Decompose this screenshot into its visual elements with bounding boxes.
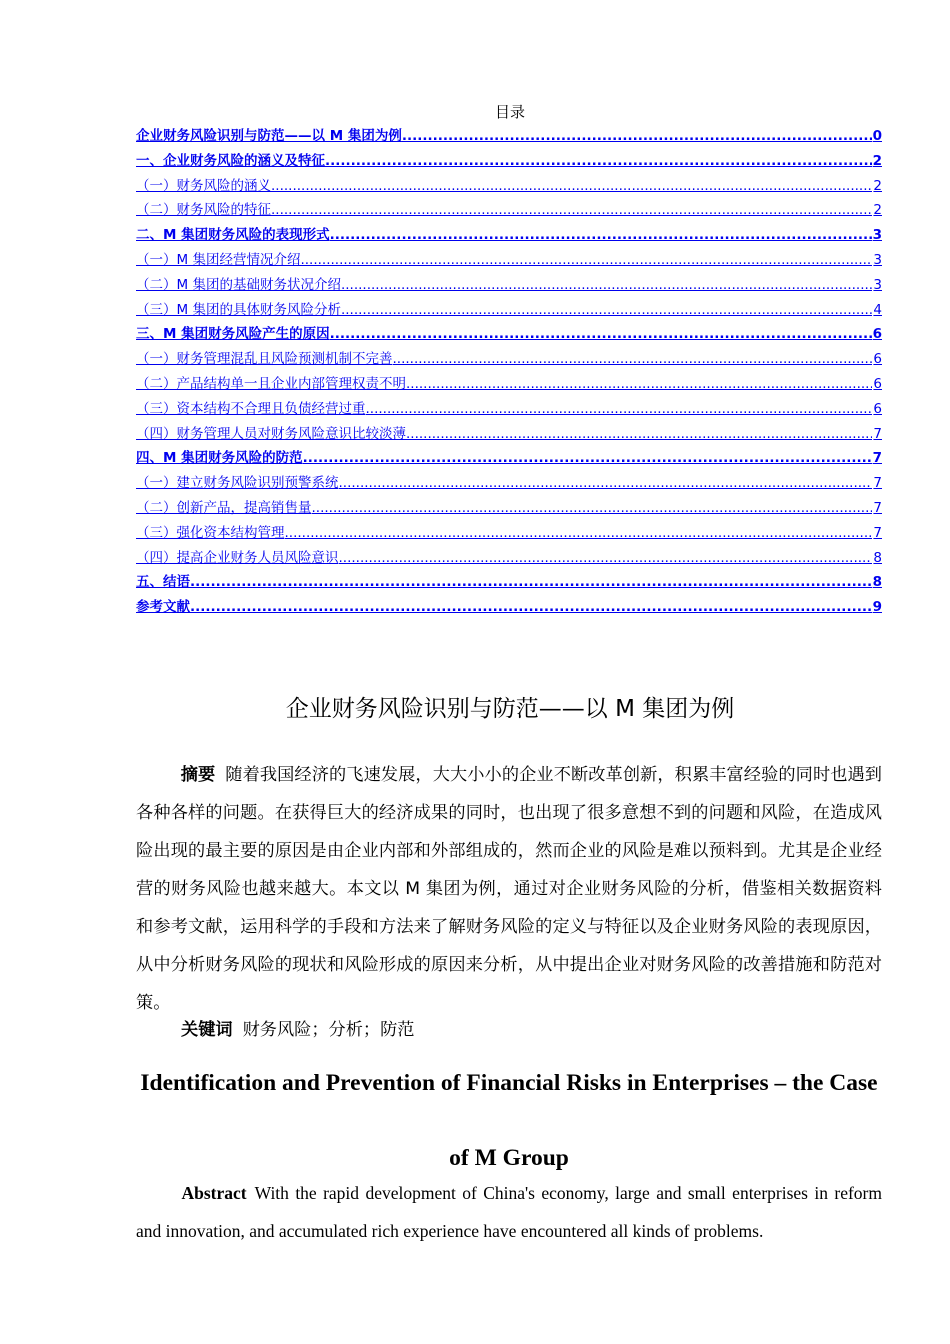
toc-leader-dots [312, 496, 873, 521]
toc-entry-page: 7 [872, 450, 882, 467]
toc-entry-label: （四）提高企业财务人员风险意识 [136, 549, 339, 566]
toc-entry-label: （三）M 集团的具体财务风险分析 [136, 301, 341, 318]
paper-title-en: Identification and Prevention of Financial Risks in Enterprises – the Case of M Group [140, 1070, 878, 1171]
toc-leader-dots [341, 273, 872, 298]
toc-entry-label: （三）资本结构不合理且负债经营过重 [136, 400, 366, 417]
keywords [181, 1014, 414, 1046]
toc-entry-page: 2 [873, 202, 882, 219]
toc-entry-label: （一）建立财务风险识别预警系统 [136, 475, 339, 492]
abstract-cn-text: 随着我国经济的飞速发展，大大小小的企业不断改革创新，积累丰富经验的同时也遇到各种各样的问题。在获得巨大的经济成果的同时，也出现了很多意想不到的问题和风险，在造成风险出现的最主要的原因是由企业内部和外部组成的，然而企业的风险是难以预料到。尤其是企业经营的财务风险也越来越大。本文以 M 集团为例，通过对企业财务风险的分析，借鉴相关数据资料和参考文献，运用科学的手段和方法来了解财务风险的定义与特征以及企业财务风险的表现原因，从中分析财务风险的现状和风险形成的原因来分析，从中提出企业对财务风险的改善措施和防范对策。 [136, 765, 882, 1013]
toc-leader-dots [330, 322, 872, 347]
toc-entry-page: 9 [872, 599, 882, 616]
toc-leader-dots [330, 223, 872, 248]
toc-leader-dots [402, 124, 872, 149]
abstract-cn [136, 756, 882, 1022]
abstract-en [136, 1175, 882, 1250]
toc-entry-page: 7 [873, 425, 882, 442]
toc-leader-dots [300, 248, 872, 273]
toc-entry-link[interactable] [136, 471, 882, 496]
toc-entry-page: 3 [872, 227, 882, 244]
toc-entry-link[interactable] [136, 174, 882, 199]
toc-entry-link[interactable] [136, 496, 882, 521]
toc-entry-label: （三）强化资本结构管理 [136, 524, 285, 541]
toc-leader-dots [406, 422, 872, 447]
toc-entry-link[interactable] [136, 298, 882, 323]
toc-leader-dots [341, 298, 872, 323]
toc-leader-dots [325, 149, 872, 174]
toc-entry-page: 6 [873, 400, 882, 417]
toc-entry-page: 2 [873, 177, 882, 194]
toc-entry-page: 7 [873, 524, 882, 541]
toc-entry-link[interactable] [136, 198, 882, 223]
table-of-contents [136, 124, 882, 620]
toc-leader-dots [271, 174, 872, 199]
toc-entry-label: （一）M 集团经营情况介绍 [136, 251, 301, 268]
toc-entry-label: （二）M 集团的基础财务状况介绍 [136, 276, 341, 293]
toc-entry-label: 一、企业财务风险的涵义及特征 [136, 152, 325, 169]
abstract-en-label: Abstract [181, 1183, 247, 1203]
toc-entry-link[interactable] [136, 521, 882, 546]
toc-entry-label: 三、M 集团财务风险产生的原因 [136, 326, 330, 343]
toc-leader-dots [190, 570, 872, 595]
toc-entry-link[interactable] [136, 397, 882, 422]
toc-entry-label: （二）创新产品，提高销售量 [136, 499, 312, 516]
toc-entry-page: 6 [872, 326, 882, 343]
toc-entry-label: 企业财务风险识别与防范——以 M 集团为例 [136, 128, 402, 144]
toc-leader-dots [393, 347, 873, 372]
keywords-label: 关键词 [181, 1020, 233, 1040]
toc-entry-page: 8 [872, 574, 882, 591]
toc-entry-link[interactable] [136, 372, 882, 397]
toc-leader-dots [190, 595, 872, 620]
toc-leader-dots [303, 446, 872, 471]
toc-leader-dots [271, 198, 872, 223]
toc-entry-label: （一）财务管理混乱且风险预测机制不完善 [136, 351, 393, 368]
toc-entry-link[interactable] [136, 273, 882, 298]
toc-entry-link[interactable] [136, 546, 882, 571]
abstract-en-text: With the rapid development of China's economy, large and small enterprises in reform and innovation, and accumulated rich experience have encountered all kinds of problems. [136, 1183, 882, 1241]
toc-heading: 目录 [494, 103, 525, 121]
toc-leader-dots [339, 546, 873, 571]
toc-entry-page: 3 [873, 276, 882, 293]
toc-entry-link[interactable] [136, 347, 882, 372]
toc-entry-label: （四）财务管理人员对财务风险意识比较淡薄 [136, 425, 406, 442]
toc-entry-page: 2 [872, 152, 882, 169]
toc-entry-page: 7 [873, 499, 882, 516]
toc-entry-link[interactable] [136, 223, 882, 248]
toc-entry-link[interactable] [136, 248, 882, 273]
toc-entry-label: 五、结语 [136, 574, 190, 591]
toc-entry-label: （二）财务风险的特征 [136, 202, 271, 219]
toc-entry-label: 二、M 集团财务风险的表现形式 [136, 227, 330, 244]
toc-entry-page: 4 [873, 301, 882, 318]
toc-leader-dots [406, 372, 872, 397]
toc-leader-dots [339, 471, 873, 496]
toc-entry-link[interactable] [136, 595, 882, 620]
toc-leader-dots [366, 397, 873, 422]
toc-entry-link[interactable] [136, 570, 882, 595]
toc-entry-link[interactable] [136, 422, 882, 447]
toc-entry-page: 7 [873, 475, 882, 492]
toc-entry-link[interactable] [136, 322, 882, 347]
toc-entry-link[interactable] [136, 446, 882, 471]
toc-entry-page: 3 [873, 251, 882, 268]
toc-entry-label: （二）产品结构单一且企业内部管理权责不明 [136, 375, 406, 392]
keywords-text: 财务风险；分析；防范 [242, 1020, 415, 1040]
toc-entry-label: 参考文献 [136, 599, 190, 616]
toc-entry-page: 6 [873, 351, 882, 368]
toc-entry-label: （一）财务风险的涵义 [136, 177, 271, 194]
abstract-cn-label: 摘要 [180, 765, 216, 785]
toc-entry-page: 6 [873, 375, 882, 392]
toc-entry-link[interactable] [136, 124, 882, 149]
toc-entry-link[interactable] [136, 149, 882, 174]
toc-entry-page: 8 [873, 549, 882, 566]
toc-entry-page: 0 [872, 128, 882, 144]
toc-entry-label: 四、M 集团财务风险的防范 [136, 450, 303, 467]
paper-title-cn: 企业财务风险识别与防范——以 M 集团为例 [285, 696, 735, 722]
toc-leader-dots [285, 521, 873, 546]
